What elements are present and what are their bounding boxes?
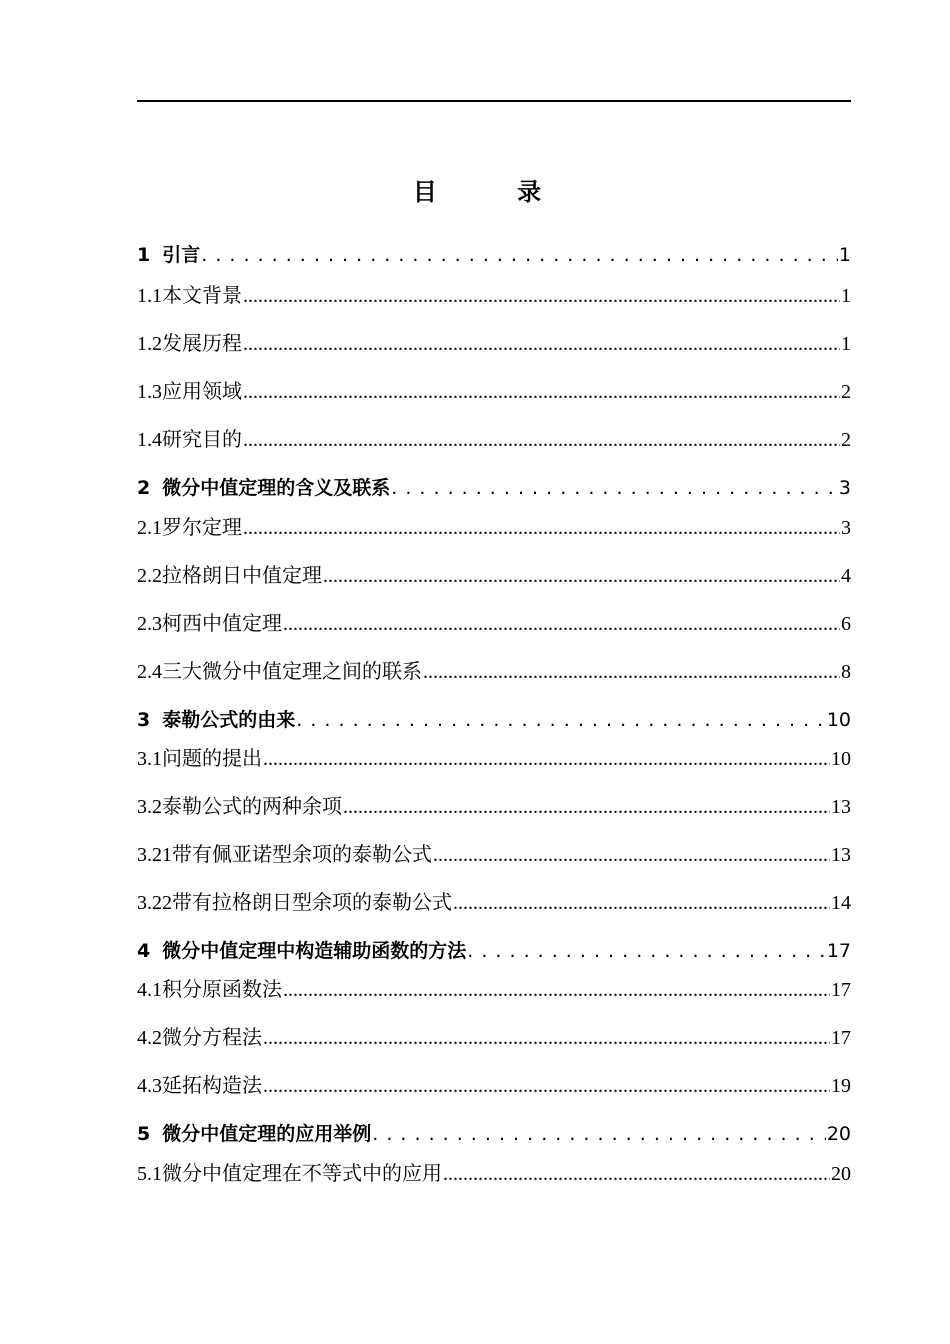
dot-leader: [443, 1163, 830, 1186]
dot-leader: [391, 477, 838, 499]
dot-leader: [283, 613, 840, 636]
toc-entry[interactable]: [137, 1119, 851, 1146]
toc-entry[interactable]: [137, 705, 851, 732]
dot-leader: [453, 892, 830, 915]
toc-entry[interactable]: [137, 327, 851, 356]
dot-leader: [243, 517, 840, 540]
toc-entry-number: 5: [137, 1123, 151, 1145]
dot-leader: [296, 709, 826, 731]
dot-leader: [263, 1075, 830, 1098]
toc-entry-title: 微分中值定理的应用举例: [162, 1123, 372, 1145]
toc-entry-number: 2.4: [137, 661, 162, 683]
toc-entry-page: 8: [841, 661, 851, 683]
toc-entry-number: 1.4: [137, 429, 162, 451]
toc-entry-number: 3.2: [137, 796, 162, 818]
toc-entry-number: 1.1: [137, 285, 162, 307]
toc-entry[interactable]: [137, 655, 851, 684]
toc-entry-number: 1.3: [137, 381, 162, 403]
toc-entry-title: 延拓构造法: [162, 1075, 262, 1097]
toc-entry-number: 4: [137, 940, 151, 962]
toc-entry-page: 10: [831, 748, 851, 770]
toc-entry-title: 积分原函数法: [162, 979, 282, 1001]
dot-leader: [423, 661, 840, 684]
toc-entry[interactable]: [137, 607, 851, 636]
toc-entry[interactable]: [137, 838, 851, 867]
toc-entry-title: 拉格朗日中值定理: [162, 565, 322, 587]
toc-entry-number: 4.2: [137, 1027, 162, 1049]
dot-leader: [243, 285, 840, 308]
toc-entry-number: 3.21: [137, 844, 172, 866]
toc-entry-page: 2: [841, 429, 851, 451]
dot-leader: [283, 979, 830, 1002]
toc-entry[interactable]: [137, 973, 851, 1002]
toc-entry-page: 17: [826, 940, 851, 962]
toc-entry-page: 10: [826, 709, 851, 731]
toc-entry[interactable]: [137, 559, 851, 588]
toc-entry-number: 4.3: [137, 1075, 162, 1097]
toc-entry-title: 泰勒公式的两种余项: [162, 796, 342, 818]
toc-entry[interactable]: [137, 936, 851, 963]
dot-leader: [433, 844, 830, 867]
dot-leader: [263, 1027, 830, 1050]
header-rule: [137, 100, 851, 102]
toc-entry-page: 20: [826, 1123, 851, 1145]
toc-entry-title: 柯西中值定理: [162, 613, 282, 635]
toc-entry[interactable]: [137, 1021, 851, 1050]
dot-leader: [243, 381, 840, 404]
toc-entry[interactable]: [137, 742, 851, 771]
dot-leader: [323, 565, 840, 588]
toc-entry[interactable]: [137, 1069, 851, 1098]
toc-entry-number: 2.2: [137, 565, 162, 587]
toc-entry-title: 微分方程法: [162, 1027, 262, 1049]
toc-entry-title: 本文背景: [162, 285, 242, 307]
toc-entry-number: 2.3: [137, 613, 162, 635]
toc-entry[interactable]: [137, 790, 851, 819]
toc-entry-page: 13: [831, 844, 851, 866]
dot-leader: [467, 940, 826, 962]
toc-entry[interactable]: [137, 473, 851, 500]
dot-leader: [263, 748, 830, 771]
toc-entry-page: 1: [838, 244, 851, 266]
dot-leader: [372, 1123, 826, 1145]
toc-entry-title: 三大微分中值定理之间的联系: [162, 661, 422, 683]
toc-entry-title: 泰勒公式的由来: [162, 709, 296, 731]
toc-entry-title: 罗尔定理: [162, 517, 242, 539]
toc-entry-title: 带有佩亚诺型余项的泰勒公式: [172, 844, 432, 866]
toc-entry-page: 1: [841, 285, 851, 307]
dot-leader: [243, 429, 840, 452]
toc-entry-page: 17: [831, 1027, 851, 1049]
toc-entry-page: 13: [831, 796, 851, 818]
toc-title: 目 录: [412, 178, 578, 206]
toc-entry-title: 发展历程: [162, 333, 242, 355]
toc-entry-number: 5.1: [137, 1163, 162, 1185]
dot-leader: [201, 244, 838, 266]
toc-entry-number: 2.1: [137, 517, 162, 539]
toc-entry[interactable]: [137, 423, 851, 452]
toc-entry[interactable]: [137, 886, 851, 915]
toc-entry-title: 问题的提出: [162, 748, 262, 770]
toc-entry[interactable]: [137, 511, 851, 540]
toc-entry-page: 1: [841, 333, 851, 355]
toc-entry-title: 应用领域: [162, 381, 242, 403]
toc-entry-title: 引言: [162, 244, 201, 266]
toc-entry-page: 20: [831, 1163, 851, 1185]
dot-leader: [343, 796, 830, 819]
toc-entry-page: 2: [841, 381, 851, 403]
toc-entry-number: 3.1: [137, 748, 162, 770]
dot-leader: [243, 333, 840, 356]
toc-entry-page: 17: [831, 979, 851, 1001]
toc-entry-page: 3: [838, 477, 851, 499]
toc-entry-number: 1.2: [137, 333, 162, 355]
toc-entry[interactable]: [137, 375, 851, 404]
toc-entry-page: 19: [831, 1075, 851, 1097]
toc-entry-number: 1: [137, 244, 151, 266]
toc-entry-title: 微分中值定理在不等式中的应用: [162, 1163, 442, 1185]
toc-entry-title: 研究目的: [162, 429, 242, 451]
toc-entry-page: 14: [831, 892, 851, 914]
toc-entry-title: 带有拉格朗日型余项的泰勒公式: [172, 892, 452, 914]
toc-entry[interactable]: [137, 279, 851, 308]
toc-entry-number: 3: [137, 709, 151, 731]
toc-entry-number: 4.1: [137, 979, 162, 1001]
toc-entry[interactable]: [137, 240, 851, 267]
toc-entry-page: 4: [841, 565, 851, 587]
toc-entry-title: 微分中值定理中构造辅助函数的方法: [162, 940, 467, 962]
toc-entry-title: 微分中值定理的含义及联系: [162, 477, 391, 499]
toc-entry-number: 3.22: [137, 892, 172, 914]
toc-entry[interactable]: [137, 1157, 851, 1186]
toc-entry-page: 6: [841, 613, 851, 635]
toc-entry-page: 3: [841, 517, 851, 539]
toc-entry-number: 2: [137, 477, 151, 499]
